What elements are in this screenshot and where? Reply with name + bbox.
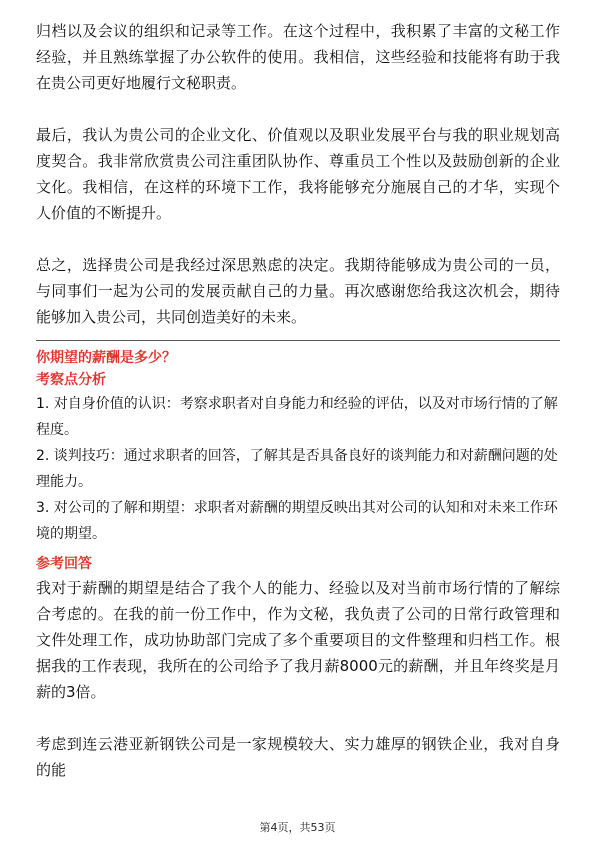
intro-paragraph-1: 归档以及会议的组织和记录等工作。在这个过程中，我积累了丰富的文秘工作经验，并且熟练掌握了办公软件的使用。我相信，这些经验和技能将有助于我在贵公司更好地履行文秘职责。 [36,22,560,92]
analysis-point-2: 2. 谈判技巧：通过求职者的回答，了解其是否具备良好的谈判能力和对薪酬问题的处理能力。 [36,448,558,490]
intro-paragraph-3: 总之，选择贵公司是我经过深思熟虑的决定。我期待能够成为贵公司的一员，与同事们一起为公司的发展贡献自己的力量。再次感谢您给我这次机会，期待能够加入贵公司，共同创造美好的未来。 [36,256,560,326]
document-page [36,18,560,783]
intro-paragraph-2: 最后，我认为贵公司的企业文化、价值观以及职业发展平台与我的职业规划高度契合。我非常欣赏贵公司注重团队协作、尊重员工个性以及鼓励创新的企业文化。我相信，在这样的环境下工作，我将能够充分施展自己的才华，实现个人价值的不断提升。 [36,126,560,222]
answer-paragraph-1: 我对于薪酬的期望是结合了我个人的能力、经验以及对当前市场行情的了解综合考虑的。在我的前一份工作中，作为文秘，我负责了公司的日常行政管理和文件处理工作，成功协助部门完成了多个重要项目的文件整理和归档工作。根据我的工作表现，我所在的公司给予了我月薪8000元的薪酬，并且年终奖是月薪的3倍。 [36,579,560,701]
analysis-title: 考察点分析 [36,372,106,388]
analysis-point-3: 3. 对公司的了解和期望：求职者对薪酬的期望反映出其对公司的认知和对未来工作环境的期望。 [36,500,558,542]
answer-paragraph-2: 考虑到连云港亚新钢铁公司是一家规模较大、实力雄厚的钢铁企业，我对自身的能 [36,735,560,779]
page-number: 第4页，共53页 [259,821,336,834]
section-divider [36,340,560,341]
analysis-point-1: 1. 对自身价值的认识：考察求职者对自身能力和经验的评估，以及对市场行情的了解程度。 [36,396,558,438]
answer-title: 参考回答 [36,556,92,572]
question-title: 你期望的薪酬是多少？ [36,350,176,366]
